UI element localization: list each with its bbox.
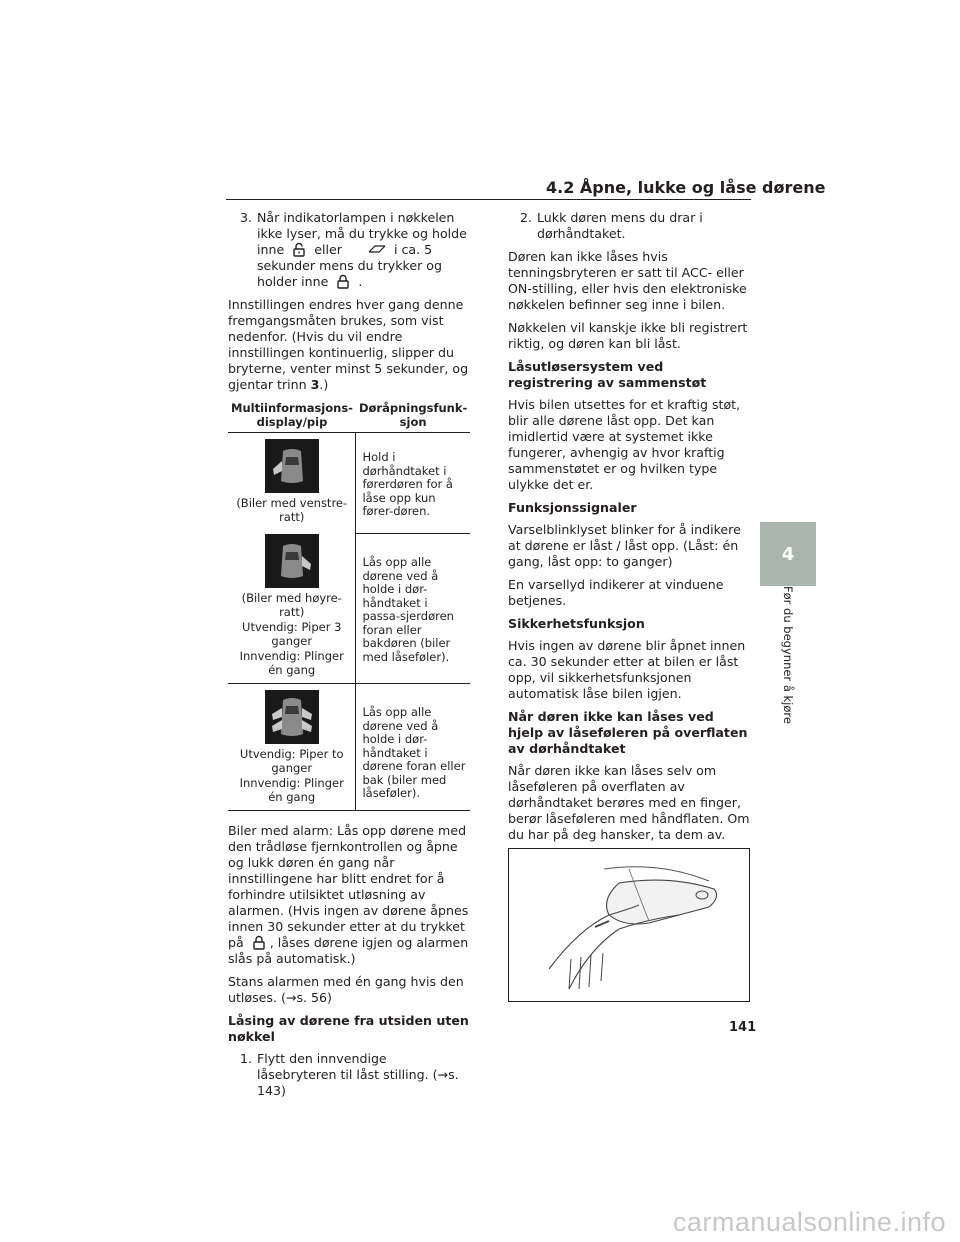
step-1 bbox=[240, 1051, 470, 1099]
signal-outside-2: Utvendig: Piper to ganger bbox=[239, 747, 344, 775]
car-all-doors-open-icon bbox=[265, 690, 319, 744]
lock-icon bbox=[250, 935, 268, 950]
intro-text: Innstillingen endres hver gang denne fremgangsmåten brukes, som vist nedenfor. (Hvis du vil endre innstillingen kontinuerlig, slipper du bryterne, venter minst 5 sekunder, og gjentar trinn bbox=[228, 297, 469, 392]
caption-left-hand-drive: (Biler med venstre-ratt) bbox=[236, 496, 348, 524]
step-2 bbox=[520, 210, 752, 242]
page-number: 141 bbox=[729, 1020, 757, 1035]
stop-alarm: Stans alarmen med én gang hvis den utløses. (→s. 56) bbox=[228, 974, 464, 1005]
intro-step-ref: 3 bbox=[310, 377, 320, 392]
impact-text: Hvis bilen utsettes for et kraftig støt, blir alle dørene låst opp. Det kan imidlertid være at systemet ikke fungerer, avhengig av hvor kraftig sammenstøtet er og hvilken type ulykke det er. bbox=[508, 397, 741, 492]
warning-text: En varsellyd indikerer at vinduene betjenes. bbox=[508, 577, 724, 608]
table-header-function: Døråpningsfunk-sjon bbox=[356, 400, 470, 433]
signal-inside-1b: Innvendig: Plinger én gang bbox=[239, 776, 344, 804]
alarm-paragraph bbox=[228, 823, 470, 967]
unlock-icon bbox=[290, 242, 308, 257]
heading-signals: Funksjonssignaler bbox=[508, 500, 637, 515]
step-3-text-b: eller bbox=[314, 242, 342, 257]
step-1-text: Flytt den innvendige låsebryteren til låst stilling. (→s. 143) bbox=[257, 1051, 459, 1098]
chapter-number-tab: 4 bbox=[760, 522, 816, 586]
chapter-title: Før du begynner å kjøre bbox=[781, 586, 796, 724]
signals-text: Varselblinklyset blinker for å indikere at dørene er låst / låst opp. (Låst: én gang, låst opp: to ganger) bbox=[508, 522, 741, 569]
hand-on-door-handle-illustration bbox=[508, 848, 750, 1002]
step-3 bbox=[240, 210, 470, 290]
step-number: 1. bbox=[240, 1051, 253, 1066]
caption-right-hand-drive: (Biler med høyre-ratt) bbox=[241, 591, 342, 619]
desc-driver-door: Hold i dørhåndtaket i førerdøren for å låse opp kun fører-døren. bbox=[362, 450, 453, 518]
desc-passenger-door: Lås opp alle dørene ved å holde i dør-håndtaket i passa-sjerdøren foran eller bakdøren (biler med låseføler). bbox=[356, 534, 470, 684]
step-number: 2. bbox=[520, 210, 533, 225]
not-registered-text: Nøkkelen vil kanskje ikke bli registrert riktig, og døren kan bli låst. bbox=[508, 320, 748, 351]
cannot-lock-text: Døren kan ikke låses hvis tenningsbryteren er satt til ACC- eller ON-stilling, eller hvis den elektroniske nøkkelen befinner seg inne i bilen. bbox=[508, 249, 747, 312]
step-number: 3. bbox=[240, 210, 253, 225]
right-column bbox=[508, 210, 752, 850]
table-header-display: Multiinformasjons-display/pip bbox=[228, 400, 356, 433]
alarm-text-b: , låses dørene igjen og alarmen slås på automatisk.) bbox=[228, 935, 469, 966]
step-2-text: Lukk døren mens du drar i dørhåndtaket. bbox=[537, 210, 703, 241]
heading-lock-outside: Låsing av dørene fra utsiden uten nøkkel bbox=[228, 1013, 469, 1044]
header-rule bbox=[226, 199, 751, 200]
left-column bbox=[228, 210, 470, 1106]
watermark: carmanualsonline.info bbox=[672, 1207, 946, 1237]
table-cell-visual-2 bbox=[228, 684, 356, 811]
signal-settings-table bbox=[228, 400, 470, 811]
section-title: 4.2 Åpne, lukke og låse dørene bbox=[546, 178, 826, 197]
intro-end: .) bbox=[319, 377, 329, 392]
signal-inside-1: Innvendig: Plinger én gang bbox=[239, 649, 344, 677]
sensor-text: Når døren ikke kan låses selv om låseføleren på overflaten av dørhåndtaket berøres med en finger, berør låseføleren med håndflaten. Om du har på deg hansker, ta dem av. bbox=[508, 763, 750, 842]
heading-impact: Låsutløsersystem ved registrering av sammenstøt bbox=[508, 359, 707, 390]
signal-outside-3: Utvendig: Piper 3 ganger bbox=[242, 620, 342, 648]
car-passenger-door-open-icon bbox=[265, 534, 319, 588]
key-switch-icon bbox=[366, 242, 388, 257]
hand-on-handle-drawing bbox=[509, 849, 749, 1001]
car-driver-door-open-icon bbox=[265, 439, 319, 493]
desc-all-doors: Lås opp alle dørene ved å holde i dør-håndtaket i dørene foran eller bak (biler med låseføler). bbox=[356, 684, 470, 811]
step-3-text-a: Når indikatorlampen i nøkkelen ikke lyser, må du trykke og holde inne bbox=[257, 210, 467, 257]
chapter-title-vertical bbox=[760, 586, 816, 724]
heading-safety: Sikkerhetsfunksjon bbox=[508, 616, 645, 631]
intro-paragraph bbox=[228, 297, 470, 393]
step-3-text-d: . bbox=[358, 274, 363, 289]
safety-text: Hvis ingen av dørene blir åpnet innen ca. 30 sekunder etter at bilen er låst opp, vil sikkerhetsfunksjonen automatisk låse bilen igjen. bbox=[508, 638, 746, 701]
alarm-text-a: Biler med alarm: Lås opp dørene med den trådløse fjernkontrollen og åpne og lukk døren én gang når innstillingene har blitt endret for å forhindre utilsiktet utløsning av alarmen. (Hvis ingen av dørene åpnes innen 30 sekunder etter at du trykket på bbox=[228, 823, 469, 950]
step-3-text-c: i ca. 5 sekunder mens du trykker og holder inne bbox=[257, 242, 442, 289]
heading-sensor: Når døren ikke kan låses ved hjelp av låseføleren på overflaten av dørhåndtaket bbox=[508, 709, 748, 756]
table-cell-visual bbox=[228, 433, 356, 684]
lock-icon bbox=[334, 274, 352, 289]
